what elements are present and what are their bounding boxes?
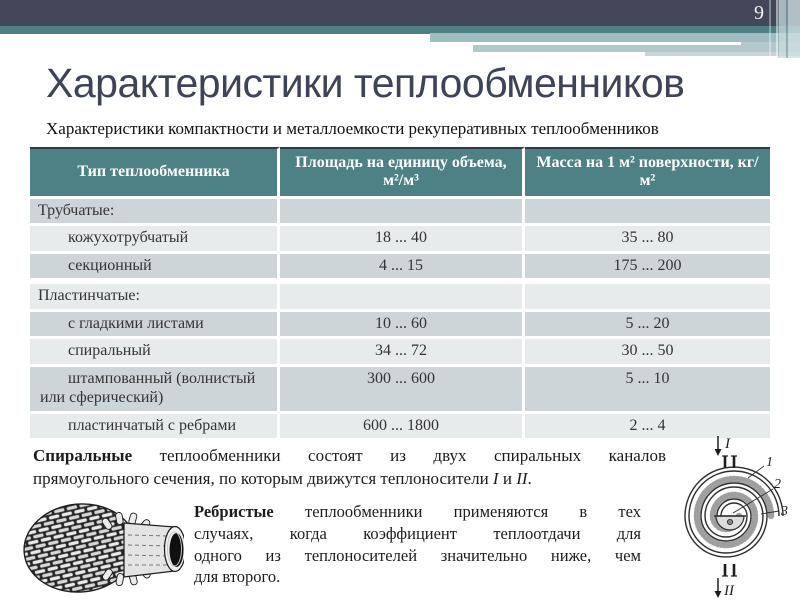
callout-3: 3: [781, 504, 788, 519]
deco-band-light: [430, 33, 800, 42]
row-label: Трубчатые:: [30, 199, 280, 227]
row-label: с гладкими листами: [30, 312, 280, 340]
spiral-note-text: прямоугольного сечения, по которым движутся теплоносители: [33, 468, 493, 488]
table-row: [30, 367, 770, 414]
table-header-row: [30, 147, 770, 199]
finned-note-lead: Ребристые: [194, 502, 274, 521]
row-area: 600 ... 1800: [280, 414, 525, 442]
row-mass: 35 ... 80: [525, 226, 770, 254]
spiral-note-line2: [33, 468, 666, 491]
row-mass: 5 ... 10: [525, 367, 770, 414]
row-label: кожухотрубчатый: [30, 226, 280, 254]
row-mass: 30 ... 50: [525, 339, 770, 367]
spiral-note: [33, 445, 666, 490]
spiral-note-text: теплообменники состоят из двух спиральных каналов: [132, 446, 666, 465]
inlet-nozzle: [722, 456, 737, 468]
outlet-flow-label: II: [724, 583, 734, 599]
row-area: [280, 199, 525, 227]
table-row: [30, 281, 770, 312]
finned-note: [194, 501, 641, 588]
deco-band-white-line: [473, 42, 741, 45]
finned-note-line4: для второго.: [194, 567, 281, 587]
spiral-diagram: [670, 428, 796, 600]
spiral-note-line1: [33, 445, 666, 468]
table-row: [30, 312, 770, 340]
outlet-arrow: [715, 578, 722, 598]
column-header-area: Площадь на единицу объема, м²/м³: [280, 147, 525, 199]
finned-note-line1: [194, 501, 641, 523]
row-label: спиральный: [30, 339, 280, 367]
tube: [124, 523, 184, 577]
page-number: 9: [754, 2, 764, 24]
inlet-arrow: [715, 436, 722, 456]
table-row: [30, 339, 770, 367]
row-mass: 175 ... 200: [525, 254, 770, 282]
row-area: 34 ... 72: [280, 339, 525, 367]
table-row: [30, 226, 770, 254]
flow-label-1: I: [492, 468, 499, 488]
row-mass: 5 ... 20: [525, 312, 770, 340]
row-area: [280, 281, 525, 312]
row-area: 18 ... 40: [280, 226, 525, 254]
row-area: 10 ... 60: [280, 312, 525, 340]
callout-1: 1: [766, 455, 773, 470]
row-mass: [525, 281, 770, 312]
finned-tube-image: [22, 497, 184, 598]
slide-title: Характеристики теплообменников: [46, 60, 685, 106]
inlet-flow-label: I: [725, 436, 730, 452]
slide-subtitle: Характеристики компактности и металлоемкости рекуперативных теплообменников: [46, 119, 659, 138]
corner-stripes: [766, 0, 800, 58]
row-mass: [525, 199, 770, 227]
callout-2: 2: [774, 477, 781, 492]
row-area: 4 ... 15: [280, 254, 525, 282]
row-label: пластинчатый с ребрами: [30, 414, 280, 442]
spiral-note-text: .: [527, 468, 532, 488]
spiral-note-text: и: [498, 468, 517, 488]
heat-exchanger-table: [30, 147, 770, 441]
finned-note-line3: одного из теплоносителей значительно ниже, чем: [194, 545, 641, 565]
spiral-note-lead: Спиральные: [33, 446, 133, 465]
column-header-type: Тип теплообменника: [30, 147, 280, 199]
row-area: 300 ... 600: [280, 367, 525, 414]
outlet-nozzle: [722, 564, 737, 576]
flow-label-2: II: [516, 468, 528, 488]
table-row: [30, 199, 770, 227]
finned-note-text: теплообменники применяются в тех: [273, 502, 641, 521]
table-row: [30, 254, 770, 282]
table-row: [30, 414, 770, 442]
row-mass: 2 ... 4: [525, 414, 770, 442]
column-header-mass: Масса на 1 м² поверхности, кг/м²: [525, 147, 770, 199]
row-label: секционный: [30, 254, 280, 282]
row-label: Пластинчатые:: [30, 281, 280, 312]
top-bar-dark: [0, 0, 800, 26]
finned-note-line2: случаях, когда коэффициент теплоотдачи для: [194, 523, 641, 543]
row-label: штампованный (волнистый или сферический): [30, 367, 280, 414]
